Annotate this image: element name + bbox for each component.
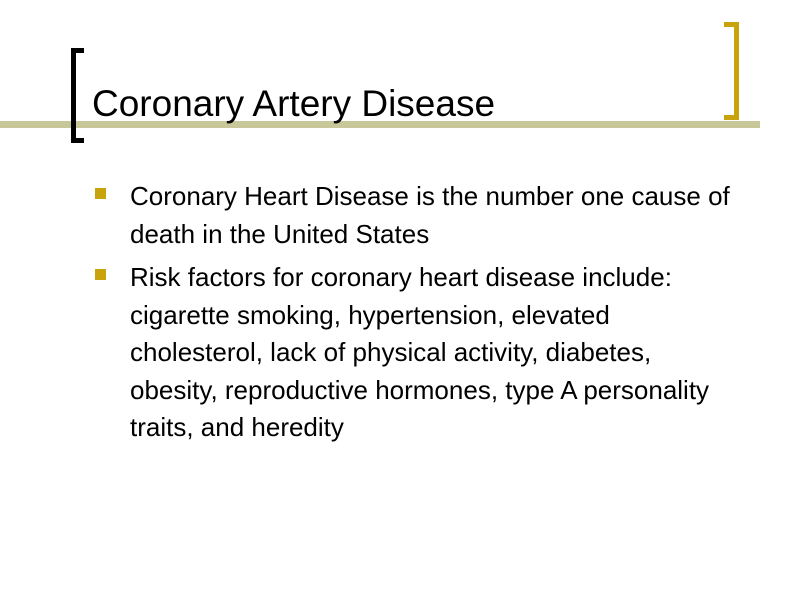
square-bullet-icon bbox=[95, 188, 106, 199]
square-bullet-icon bbox=[95, 269, 106, 280]
bullet-list bbox=[92, 178, 742, 453]
bullet-item-risk-factors bbox=[92, 259, 742, 447]
slide-title: Coronary Artery Disease bbox=[92, 83, 496, 124]
left-bracket-decoration bbox=[71, 48, 84, 143]
bullet-item-death-cause bbox=[92, 178, 742, 253]
bullet-text: Risk factors for coronary heart disease include: cigarette smoking, hypertension, elevated cholesterol, lack of physical activity, diabetes, obesity, reproductive hormones, type A personality traits, and heredity bbox=[130, 262, 710, 442]
bullet-text: Coronary Heart Disease is the number one cause of death in the United States bbox=[130, 181, 730, 249]
right-bracket-decoration bbox=[724, 22, 739, 120]
